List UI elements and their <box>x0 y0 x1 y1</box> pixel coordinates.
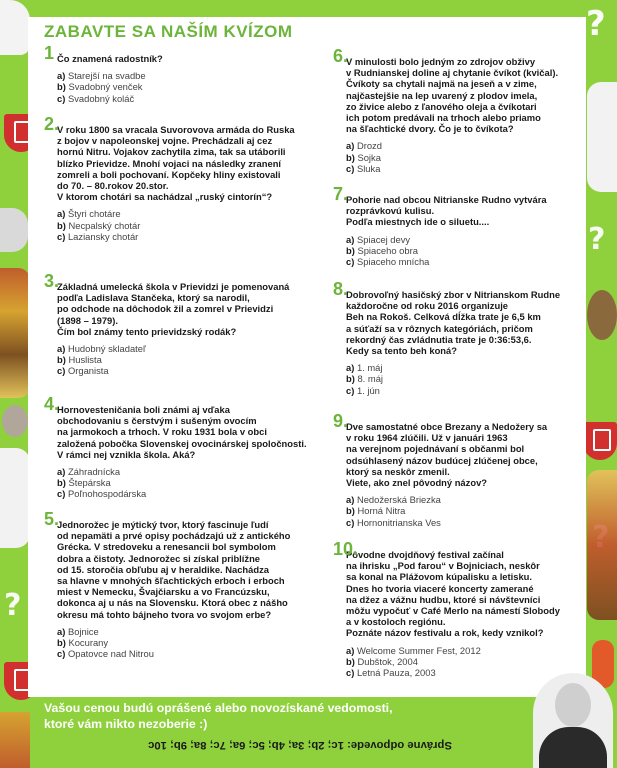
option-text: Štepárska <box>68 477 111 489</box>
option-letter: a) <box>346 644 355 656</box>
answer-option <box>346 234 586 245</box>
footer-prize-text: Vašou cenou budú oprášené alebo novozískané vedomosti, ktoré vám nikto nezoberie :) <box>44 701 393 731</box>
fruit-image <box>0 268 30 398</box>
answer-options <box>346 362 586 396</box>
option-text: Welcome Summer Fest, 2012 <box>356 644 481 656</box>
unicorn-image <box>0 0 30 55</box>
elderly-man-portrait-image <box>533 673 613 768</box>
option-text: Hornonitrianska Ves <box>356 516 441 528</box>
option-text: Poľnohospodárska <box>67 488 147 500</box>
question-text: Pohorie nad obcou Nitrianske Rudno vytvára rozprávkovú kulisu. Podľa miestnych ide o siluetu.... <box>346 194 547 228</box>
unicorn-image <box>587 82 617 192</box>
option-letter: a) <box>346 140 355 152</box>
answer-option <box>346 494 586 505</box>
option-text: 8. máj <box>357 373 383 385</box>
option-text: Nedožerská Briezka <box>356 494 441 506</box>
answer-option <box>346 385 586 396</box>
option-text: Starejší na svadbe <box>67 70 146 82</box>
option-letter: b) <box>57 354 66 366</box>
option-letter: a) <box>346 362 355 374</box>
option-text: Opatovce nad Nitrou <box>67 648 154 660</box>
option-text: Necpalský chotár <box>68 219 141 231</box>
question-10 <box>333 539 586 679</box>
answer-option <box>57 648 342 659</box>
answer-option <box>346 245 586 256</box>
option-letter: a) <box>346 233 355 245</box>
option-text: Dubštok, 2004 <box>357 655 418 667</box>
option-text: Spiaceho obra <box>357 244 418 256</box>
question-text: Čo znamená radostník? <box>57 53 163 64</box>
option-letter: a) <box>57 625 66 637</box>
option-text: Drozd <box>356 140 382 152</box>
question-text: Základná umelecká škola v Prievidzi je pomenovaná podľa Ladislava Stančeka, ktorý sa narodil, po odchode na dôchodok žil a zomrel v Prievidzi (1898 – 1979). Čím bol známy tento prievidzský rodák? <box>57 281 290 337</box>
option-letter: c) <box>346 384 355 396</box>
option-text: Huslista <box>68 354 102 366</box>
question-number: 7. <box>333 184 349 204</box>
answer-option <box>346 362 586 373</box>
option-letter: c) <box>346 256 355 268</box>
option-text: Štyri chotáre <box>67 208 121 220</box>
answer-option <box>346 140 586 151</box>
option-letter: b) <box>346 505 355 517</box>
question-text: Jednorožec je mýtický tvor, ktorý fascinuje ľudí od nepamäti a prvé opisy pochádzajú už z antického Grécka. V stredoveku a renesancii bol symbolom dobra a čistoty. Jednorožec si získal priblížne od 15. storočia obľubu aj v heraldike. Nachádza sa hlavne v mnohých šľachtických erboch i erboch miest v Nemecku, Švajčiarsku a vo Francúzsku, dokonca aj u nás na Slovensku. Ktorá obec z nášho okresu má tohto bájneho tvora vo svojom erbe? <box>57 519 291 620</box>
option-letter: c) <box>57 92 66 104</box>
option-letter: b) <box>57 477 66 489</box>
fruit-image <box>0 712 30 768</box>
option-letter: c) <box>346 516 355 528</box>
option-text: Spiaceho mnícha <box>356 256 430 268</box>
answer-options <box>57 343 337 377</box>
option-text: Sojka <box>357 151 381 163</box>
answer-option <box>57 477 342 488</box>
answer-option <box>346 656 586 667</box>
option-letter: b) <box>57 219 66 231</box>
option-letter: b) <box>346 373 355 385</box>
option-letter: a) <box>346 494 355 506</box>
option-text: Svadobný venček <box>68 81 143 93</box>
answer-option <box>346 645 586 656</box>
question-7 <box>333 184 586 268</box>
answer-option <box>346 667 586 678</box>
answer-options <box>57 208 347 242</box>
question-mark-decoration: ? <box>586 4 606 44</box>
answer-option <box>57 354 337 365</box>
question-number: 1 <box>44 43 55 63</box>
option-text: 1. jún <box>356 384 380 396</box>
answer-options <box>346 645 586 679</box>
answer-option <box>346 152 586 163</box>
answer-option <box>57 93 327 104</box>
question-5 <box>44 509 342 660</box>
answer-option <box>57 220 347 231</box>
answer-option <box>57 626 342 637</box>
question-2 <box>44 114 347 242</box>
question-text: V roku 1800 sa vracala Suvorovova armáda do Ruska z bojov v napoleonskej vojne. Prechádzali aj cez hornú Nitru. Vojakov zachytila zima, tak sa utáborili blízko Prievidze. Mnohí vojaci na následky zranení zomreli a boli pochovaní. Kopčeky hliny existovali do 70. – 80.rokov 20.stor. V ktorom chotári sa nachádzal „ruský cintorín“? <box>57 124 295 203</box>
answer-option <box>346 517 586 528</box>
question-4 <box>44 394 342 500</box>
option-letter: c) <box>346 667 355 679</box>
bird-image <box>2 405 28 437</box>
option-letter: b) <box>57 637 66 649</box>
answer-options <box>346 140 586 174</box>
option-letter: b) <box>57 81 66 93</box>
option-letter: a) <box>57 208 66 220</box>
option-text: Svadobný koláč <box>67 92 135 104</box>
option-letter: b) <box>346 244 355 256</box>
question-text: Dve samostatné obce Brezany a Nedožery sa v roku 1964 zlúčili. Už v januári 1963 na verejnom pojednávaní s občanmi bol odsúhlasený názov budúcej zlúčenej obce, ktorý sa neskôr zmenil. Viete, ako znel pôvodný názov? <box>346 421 548 489</box>
answer-options <box>346 494 586 528</box>
question-9 <box>333 411 586 528</box>
option-text: Záhradnícka <box>67 466 121 478</box>
option-text: Hudobný skladateľ <box>67 343 146 355</box>
option-text: Bojnice <box>67 625 99 637</box>
answer-option <box>57 343 337 354</box>
option-letter: c) <box>57 488 66 500</box>
question-text: Dobrovoľný hasičský zbor v Nitrianskom Rudne každoročne od roku 2016 organizuje Beh na Rokoš. Celková dĺžka trate je 6,5 km a súťaží sa v rôznych kategóriách, pričom rekordný čas zvládnutia trate je 0:36:53,6. Kedy sa tento beh koná? <box>346 289 561 357</box>
answer-options <box>57 466 342 500</box>
answer-options <box>57 626 342 660</box>
question-number: 4. <box>44 394 60 414</box>
option-text: Sluka <box>356 162 381 174</box>
option-letter: c) <box>57 230 66 242</box>
question-6 <box>333 46 586 174</box>
question-1 <box>44 43 327 104</box>
question-number: 5. <box>44 509 60 529</box>
option-text: 1. máj <box>356 362 383 374</box>
coat-of-arms-image <box>583 422 617 460</box>
answer-options <box>57 70 327 104</box>
question-number: 3. <box>44 271 60 291</box>
answer-option <box>57 81 327 92</box>
question-text: Hornovesteničania boli známi aj vďaka obchodovaniu s čerstvým i sušeným ovocím na jarmokoch a trhoch. V roku 1931 bola v obci založená pobočka Slovenskej ovocinárskej spoločnosti. V rámci nej vznikla škola. Aká? <box>57 404 307 460</box>
answer-option <box>57 466 342 477</box>
unicorn-image <box>0 448 30 548</box>
question-number: 8. <box>333 279 349 299</box>
answer-option <box>346 373 586 384</box>
question-8 <box>333 279 586 396</box>
question-mark-decoration: ? <box>4 588 22 623</box>
question-text: Pôvodne dvojdňový festival začínal na ihrisku „Pod farou“ v Bojniciach, neskôr sa konal na Plážovom kúpalisku a letisku. Dnes ho tvoria viaceré koncerty zamerané na džez a vážnu hudbu, ktoré si návštevníci môžu vypočuť v Café Merlo na námestí Slobody a v kostoloch regiónu. Poznáte názov festivalu a rok, kedy vznikol? <box>346 549 560 639</box>
option-letter: a) <box>57 343 66 355</box>
page-title: ZABAVTE SA NAŠÍM KVÍZOM <box>44 22 293 41</box>
option-text: Letná Pauza, 2003 <box>356 667 436 679</box>
answer-option <box>346 163 586 174</box>
bird-image <box>587 290 617 340</box>
option-text: Organista <box>67 365 109 377</box>
answer-options <box>346 234 586 268</box>
answers-key-upside-down: Správne odpovede: 1c; 2b; 3a; 4b; 5c; 6a; 7c; 8a; 9b; 10c <box>148 739 452 751</box>
option-text: Spiacej devy <box>356 233 411 245</box>
answer-option <box>57 208 347 219</box>
option-letter: c) <box>57 648 66 660</box>
question-number: 2. <box>44 114 60 134</box>
portrait-image <box>0 208 28 252</box>
answer-option <box>57 70 327 81</box>
option-text: Kocurany <box>68 637 109 649</box>
question-number: 6. <box>333 46 349 66</box>
question-3 <box>44 271 337 377</box>
option-letter: b) <box>346 151 355 163</box>
question-number: 9. <box>333 411 349 431</box>
answer-option <box>57 488 342 499</box>
option-letter: b) <box>346 655 355 667</box>
question-mark-decoration: ? <box>588 222 606 257</box>
question-text: V minulosti bolo jedným zo zdrojov obživy v Rudnianskej doline aj chytanie čvíkot (kvičal). Čvíkoty sa chytali najmä na jeseň a v zime, najčastejšie na lep uvarený z plodov imela, zo živice alebo z ľanového oleja a čvíkotari ich potom predávali na trhoch alebo priamo na šľachtické dvory. Čo je to čvíkota? <box>346 56 559 135</box>
option-text: Horná Nitra <box>357 505 406 517</box>
fruit-image <box>587 470 617 620</box>
option-text: Laziansky chotár <box>67 230 139 242</box>
answer-option <box>346 256 586 267</box>
question-number: 10. <box>333 539 359 559</box>
option-letter: c) <box>346 162 355 174</box>
answer-option <box>346 505 586 516</box>
answer-option <box>57 365 337 376</box>
option-letter: a) <box>57 70 66 82</box>
option-letter: a) <box>57 466 66 478</box>
answer-option <box>57 231 347 242</box>
answer-option <box>57 637 342 648</box>
option-letter: c) <box>57 365 66 377</box>
